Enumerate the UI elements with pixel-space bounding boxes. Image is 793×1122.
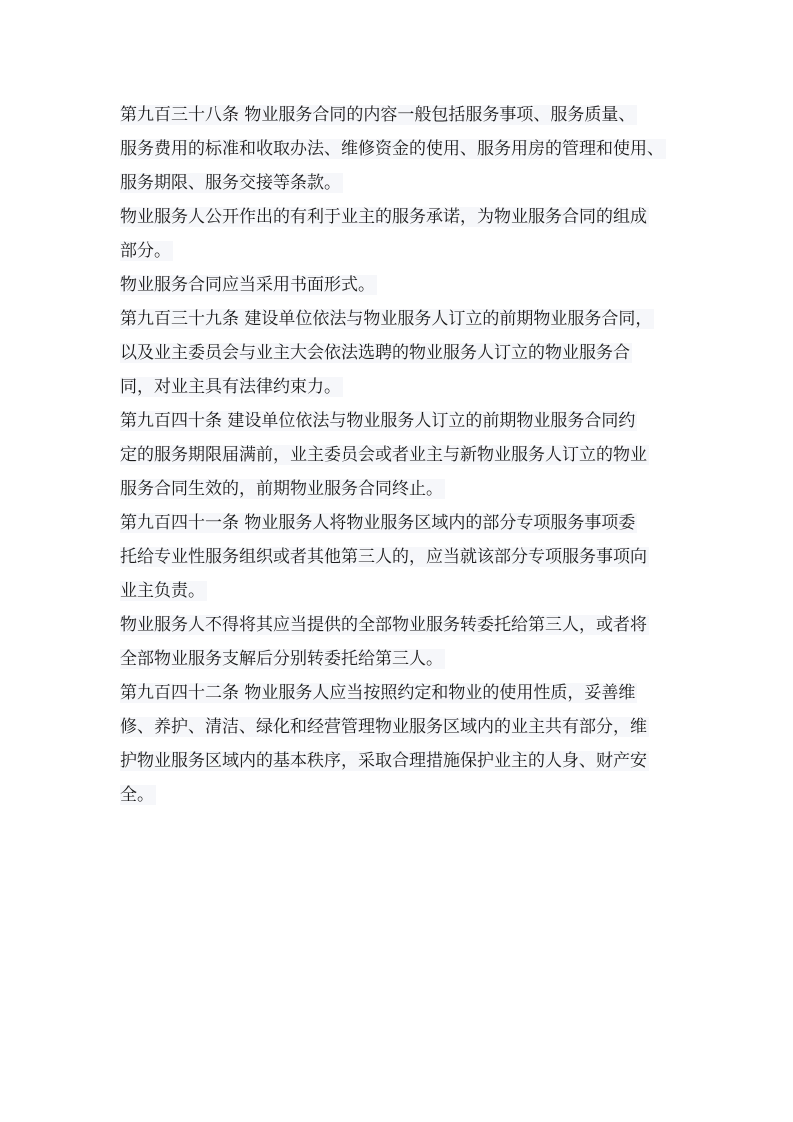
text-line: 同，对业主具有法律约束力。 (120, 377, 341, 397)
text-line: 以及业主委员会与业主大会依法选聘的物业服务人订立的物业服务合 (120, 343, 630, 363)
text-line: 第九百四十条 建设单位依法与物业服务人订立的前期物业服务合同约 (120, 411, 636, 431)
text-line: 物业服务人不得将其应当提供的全部物业服务转委托给第三人，或者将 (120, 615, 647, 635)
text-line: 服务费用的标准和收取办法、维修资金的使用、服务用房的管理和使用、 (120, 139, 664, 159)
text-line: 托给专业性服务组织或者其他第三人的，应当就该部分专项服务事项向 (120, 547, 647, 567)
text-line: 第九百四十一条 物业服务人将物业服务区域内的部分专项服务事项委 (120, 513, 636, 533)
text-line: 部分。 (120, 241, 171, 261)
text-line: 服务合同生效的，前期物业服务合同终止。 (120, 479, 443, 499)
text-line: 全部物业服务支解后分别转委托给第三人。 (120, 649, 443, 669)
text-line: 护物业服务区域内的基本秩序，采取合理措施保护业主的人身、财产安 (120, 751, 647, 771)
text-line: 第九百三十八条 物业服务合同的内容一般包括服务事项、服务质量、 (120, 105, 636, 125)
text-line: 第九百四十二条 物业服务人应当按照约定和物业的使用性质，妥善维 (120, 683, 636, 703)
text-line: 修、养护、清洁、绿化和经营管理物业服务区域内的业主共有部分，维 (120, 717, 647, 737)
text-line: 物业服务合同应当采用书面形式。 (120, 275, 375, 295)
text-line: 物业服务人公开作出的有利于业主的服务承诺，为物业服务合同的组成 (120, 207, 647, 227)
document-body (120, 98, 676, 812)
text-line: 业主负责。 (120, 581, 205, 601)
text-line: 定的服务期限届满前，业主委员会或者业主与新物业服务人订立的物业 (120, 445, 647, 465)
text-line: 全。 (120, 785, 154, 805)
text-line: 第九百三十九条 建设单位依法与物业服务人订立的前期物业服务合同， (120, 309, 653, 329)
text-line: 服务期限、服务交接等条款。 (120, 173, 341, 193)
